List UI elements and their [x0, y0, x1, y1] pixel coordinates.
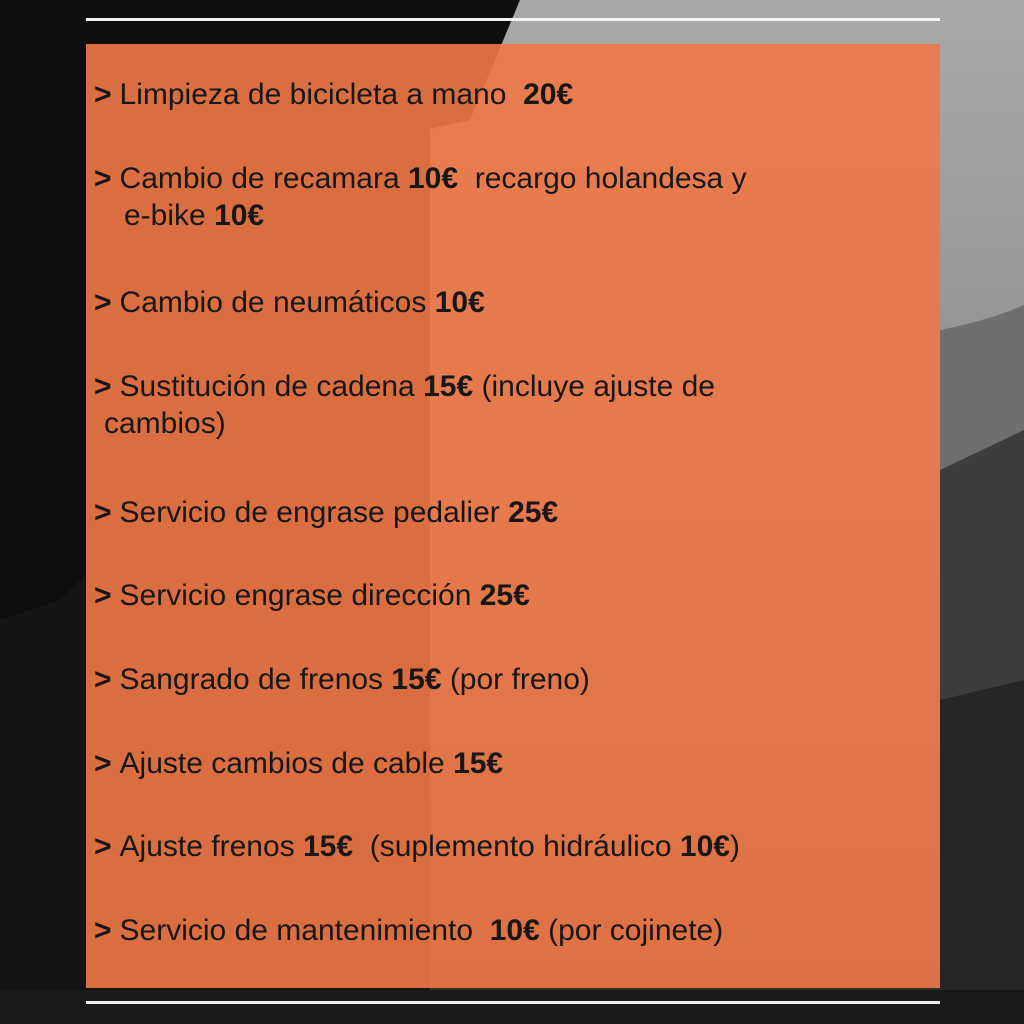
bottom-divider: [86, 1001, 940, 1004]
service-price: 25€: [479, 579, 530, 612]
service-price: 10€: [489, 914, 540, 947]
service-label: Ajuste cambios de cable: [119, 747, 445, 780]
service-label: Sangrado de frenos: [119, 663, 384, 696]
service-item-mantenimiento: [94, 912, 723, 949]
service-label: Servicio de engrase pedalier: [119, 496, 500, 529]
service-note: e-bike: [124, 199, 206, 232]
service-note: recargo holandesa y: [474, 162, 747, 195]
service-label: Cambio de recamara: [119, 162, 400, 195]
arrow-marker-icon: >: [94, 579, 112, 612]
service-price: 15€: [302, 830, 354, 863]
service-item-pedalier: [94, 494, 558, 531]
service-note-close: ): [729, 830, 740, 863]
top-divider: [86, 18, 940, 21]
service-continuation: [94, 405, 715, 442]
service-note: (por cojinete): [548, 914, 724, 947]
service-note: (incluye ajuste de: [481, 370, 715, 403]
arrow-marker-icon: >: [94, 747, 112, 780]
service-price: 15€: [423, 370, 474, 403]
arrow-marker-icon: >: [94, 78, 112, 111]
service-price: 10€: [408, 162, 459, 195]
service-item-direccion: [94, 577, 530, 614]
arrow-marker-icon: >: [94, 663, 112, 696]
service-label: Ajuste frenos: [119, 830, 295, 863]
service-item-neumaticos: [94, 284, 485, 321]
arrow-marker-icon: >: [94, 830, 112, 863]
service-label: Servicio engrase dirección: [119, 579, 472, 612]
service-price: 15€: [391, 663, 442, 696]
service-item-limpieza: [94, 76, 573, 113]
service-item-frenos: [94, 828, 740, 865]
service-item-sangrado: [94, 661, 590, 698]
service-price: 15€: [453, 747, 504, 780]
service-price: 20€: [523, 78, 574, 111]
service-label: Limpieza de bicicleta a mano: [119, 78, 507, 111]
service-price-extra: 10€: [679, 830, 730, 863]
arrow-marker-icon: >: [94, 286, 112, 319]
arrow-marker-icon: >: [94, 162, 112, 195]
service-note: cambios): [104, 407, 226, 440]
service-label: Cambio de neumáticos: [119, 286, 427, 319]
arrow-marker-icon: >: [94, 914, 112, 947]
service-price: 25€: [508, 496, 559, 529]
service-continuation: [94, 197, 747, 234]
service-item-cambios-cable: [94, 745, 503, 782]
service-note: (suplemento hidráulico: [369, 830, 672, 863]
service-price-extra: 10€: [214, 199, 265, 232]
service-label: Servicio de mantenimiento: [119, 914, 474, 947]
service-label: Sustitución de cadena: [119, 370, 415, 403]
service-item-recamara: [94, 160, 747, 234]
service-price: 10€: [434, 286, 485, 319]
arrow-marker-icon: >: [94, 370, 112, 403]
service-item-cadena: [94, 368, 715, 442]
arrow-marker-icon: >: [94, 496, 112, 529]
service-note: (por freno): [449, 663, 590, 696]
